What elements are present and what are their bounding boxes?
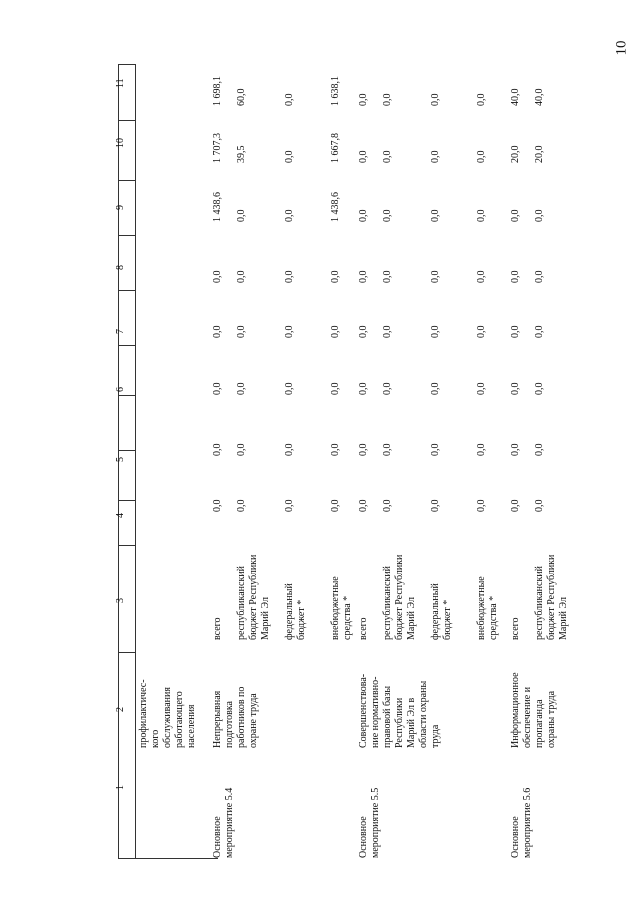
section-code: Основное мероприятие 5.4 bbox=[212, 787, 235, 858]
column-number: 10 bbox=[115, 138, 126, 148]
column-divider bbox=[118, 652, 135, 653]
funding-source: республиканский бюджет Республики Марий Эл bbox=[534, 554, 569, 640]
cell-value: 0,0 bbox=[510, 325, 521, 338]
column-number: 2 bbox=[115, 707, 126, 712]
cell-value: 1 438,6 bbox=[330, 192, 341, 222]
cell-value: 0,0 bbox=[510, 499, 521, 512]
cell-value: 0,0 bbox=[476, 93, 487, 106]
cell-value: 0,0 bbox=[430, 443, 441, 456]
column-number: 6 bbox=[115, 387, 126, 392]
funding-source: всего bbox=[510, 617, 521, 640]
cell-value: 0,0 bbox=[330, 382, 341, 395]
cell-value: 0,0 bbox=[358, 499, 369, 512]
funding-source: республиканский бюджет Республики Марий Эл bbox=[236, 554, 271, 640]
cell-value: 0,0 bbox=[284, 150, 295, 163]
bottom-rule bbox=[118, 858, 218, 859]
cell-value: 0,0 bbox=[284, 209, 295, 222]
column-divider bbox=[118, 395, 135, 396]
cell-value: 1 438,6 bbox=[212, 192, 223, 222]
cell-value: 0,0 bbox=[284, 270, 295, 283]
header-bottom-rule bbox=[135, 64, 136, 859]
cell-value: 0,0 bbox=[476, 325, 487, 338]
funding-source: республиканский бюджет Республики Марий Эл bbox=[382, 554, 417, 640]
cell-value: 0,0 bbox=[476, 209, 487, 222]
column-divider bbox=[118, 290, 135, 291]
cell-value: 0,0 bbox=[358, 93, 369, 106]
cell-value: 0,0 bbox=[430, 382, 441, 395]
cell-value: 0,0 bbox=[510, 382, 521, 395]
cell-value: 0,0 bbox=[284, 443, 295, 456]
table-left-rule bbox=[118, 64, 135, 65]
cell-value: 0,0 bbox=[430, 499, 441, 512]
funding-source: внебюджетные средства * bbox=[330, 576, 353, 640]
cell-value: 20,0 bbox=[534, 145, 545, 163]
cell-value: 0,0 bbox=[430, 150, 441, 163]
cell-value: 40,0 bbox=[534, 88, 545, 106]
column-divider bbox=[118, 345, 135, 346]
cell-value: 0,0 bbox=[382, 382, 393, 395]
cell-value: 0,0 bbox=[476, 150, 487, 163]
cell-value: 0,0 bbox=[534, 270, 545, 283]
cell-value: 0,0 bbox=[510, 209, 521, 222]
cell-value: 0,0 bbox=[236, 209, 247, 222]
column-number: 3 bbox=[115, 598, 126, 603]
funding-source: внебюджетные средства * bbox=[476, 576, 499, 640]
column-divider bbox=[118, 235, 135, 236]
cell-value: 60,0 bbox=[236, 88, 247, 106]
cell-value: 0,0 bbox=[382, 270, 393, 283]
cell-value: 0,0 bbox=[358, 209, 369, 222]
cell-value: 0,0 bbox=[476, 382, 487, 395]
cell-value: 0,0 bbox=[534, 209, 545, 222]
cell-value: 0,0 bbox=[330, 325, 341, 338]
cell-value: 0,0 bbox=[330, 499, 341, 512]
cell-value: 0,0 bbox=[510, 270, 521, 283]
section-code: Основное мероприятие 5.6 bbox=[510, 787, 533, 858]
column-number: 7 bbox=[115, 329, 126, 334]
cell-value: 0,0 bbox=[236, 325, 247, 338]
section-title: Информационное обеспечение и пропаганда охраны труда bbox=[510, 672, 557, 748]
carry-over-text: профилактичес- кого обслуживания работающего населения bbox=[138, 679, 197, 748]
cell-value: 0,0 bbox=[476, 270, 487, 283]
cell-value: 1 707,3 bbox=[212, 133, 223, 163]
cell-value: 0,0 bbox=[382, 150, 393, 163]
cell-value: 0,0 bbox=[430, 325, 441, 338]
cell-value: 0,0 bbox=[284, 499, 295, 512]
column-number: 4 bbox=[115, 513, 126, 518]
cell-value: 0,0 bbox=[382, 499, 393, 512]
cell-value: 0,0 bbox=[358, 443, 369, 456]
column-number: 1 bbox=[115, 785, 126, 790]
cell-value: 1 638,1 bbox=[330, 76, 341, 106]
column-divider bbox=[118, 545, 135, 546]
cell-value: 0,0 bbox=[358, 270, 369, 283]
cell-value: 0,0 bbox=[358, 150, 369, 163]
column-divider bbox=[118, 450, 135, 451]
cell-value: 0,0 bbox=[430, 93, 441, 106]
cell-value: 0,0 bbox=[236, 443, 247, 456]
column-number: 8 bbox=[115, 265, 126, 270]
cell-value: 0,0 bbox=[382, 93, 393, 106]
cell-value: 0,0 bbox=[236, 270, 247, 283]
cell-value: 0,0 bbox=[430, 209, 441, 222]
section-code: Основное мероприятие 5.5 bbox=[358, 787, 381, 858]
cell-value: 0,0 bbox=[534, 382, 545, 395]
cell-value: 0,0 bbox=[284, 382, 295, 395]
section-title: Непрерывная подготовка работников по охране труда bbox=[212, 686, 259, 748]
cell-value: 0,0 bbox=[330, 443, 341, 456]
funding-source: федеральный бюджет * bbox=[284, 583, 307, 640]
cell-value: 1 698,1 bbox=[212, 76, 223, 106]
cell-value: 0,0 bbox=[330, 270, 341, 283]
column-divider bbox=[118, 180, 135, 181]
cell-value: 0,0 bbox=[382, 325, 393, 338]
column-divider bbox=[118, 500, 135, 501]
funding-source: всего bbox=[212, 617, 223, 640]
cell-value: 39,5 bbox=[236, 145, 247, 163]
cell-value: 0,0 bbox=[358, 325, 369, 338]
cell-value: 0,0 bbox=[284, 93, 295, 106]
cell-value: 0,0 bbox=[382, 443, 393, 456]
cell-value: 0,0 bbox=[534, 443, 545, 456]
cell-value: 0,0 bbox=[476, 443, 487, 456]
cell-value: 0,0 bbox=[510, 443, 521, 456]
cell-value: 20,0 bbox=[510, 145, 521, 163]
funding-source: всего bbox=[358, 617, 369, 640]
column-number: 5 bbox=[115, 457, 126, 462]
cell-value: 0,0 bbox=[358, 382, 369, 395]
cell-value: 0,0 bbox=[212, 270, 223, 283]
cell-value: 40,0 bbox=[510, 88, 521, 106]
cell-value: 0,0 bbox=[476, 499, 487, 512]
cell-value: 1 667,8 bbox=[330, 133, 341, 163]
cell-value: 0,0 bbox=[284, 325, 295, 338]
page-number: 10 bbox=[613, 40, 630, 56]
cell-value: 0,0 bbox=[212, 325, 223, 338]
cell-value: 0,0 bbox=[534, 325, 545, 338]
cell-value: 0,0 bbox=[212, 382, 223, 395]
cell-value: 0,0 bbox=[430, 270, 441, 283]
cell-value: 0,0 bbox=[382, 209, 393, 222]
column-number: 11 bbox=[115, 78, 126, 88]
cell-value: 0,0 bbox=[236, 382, 247, 395]
cell-value: 0,0 bbox=[212, 499, 223, 512]
cell-value: 0,0 bbox=[212, 443, 223, 456]
section-title: Совершенствова- ние нормативно- правовой базы Республики Марий Эл в области охраны труда bbox=[358, 673, 441, 748]
cell-value: 0,0 bbox=[236, 499, 247, 512]
funding-source: федеральный бюджет * bbox=[430, 583, 453, 640]
cell-value: 0,0 bbox=[534, 499, 545, 512]
column-divider bbox=[118, 120, 135, 121]
column-number: 9 bbox=[115, 205, 126, 210]
